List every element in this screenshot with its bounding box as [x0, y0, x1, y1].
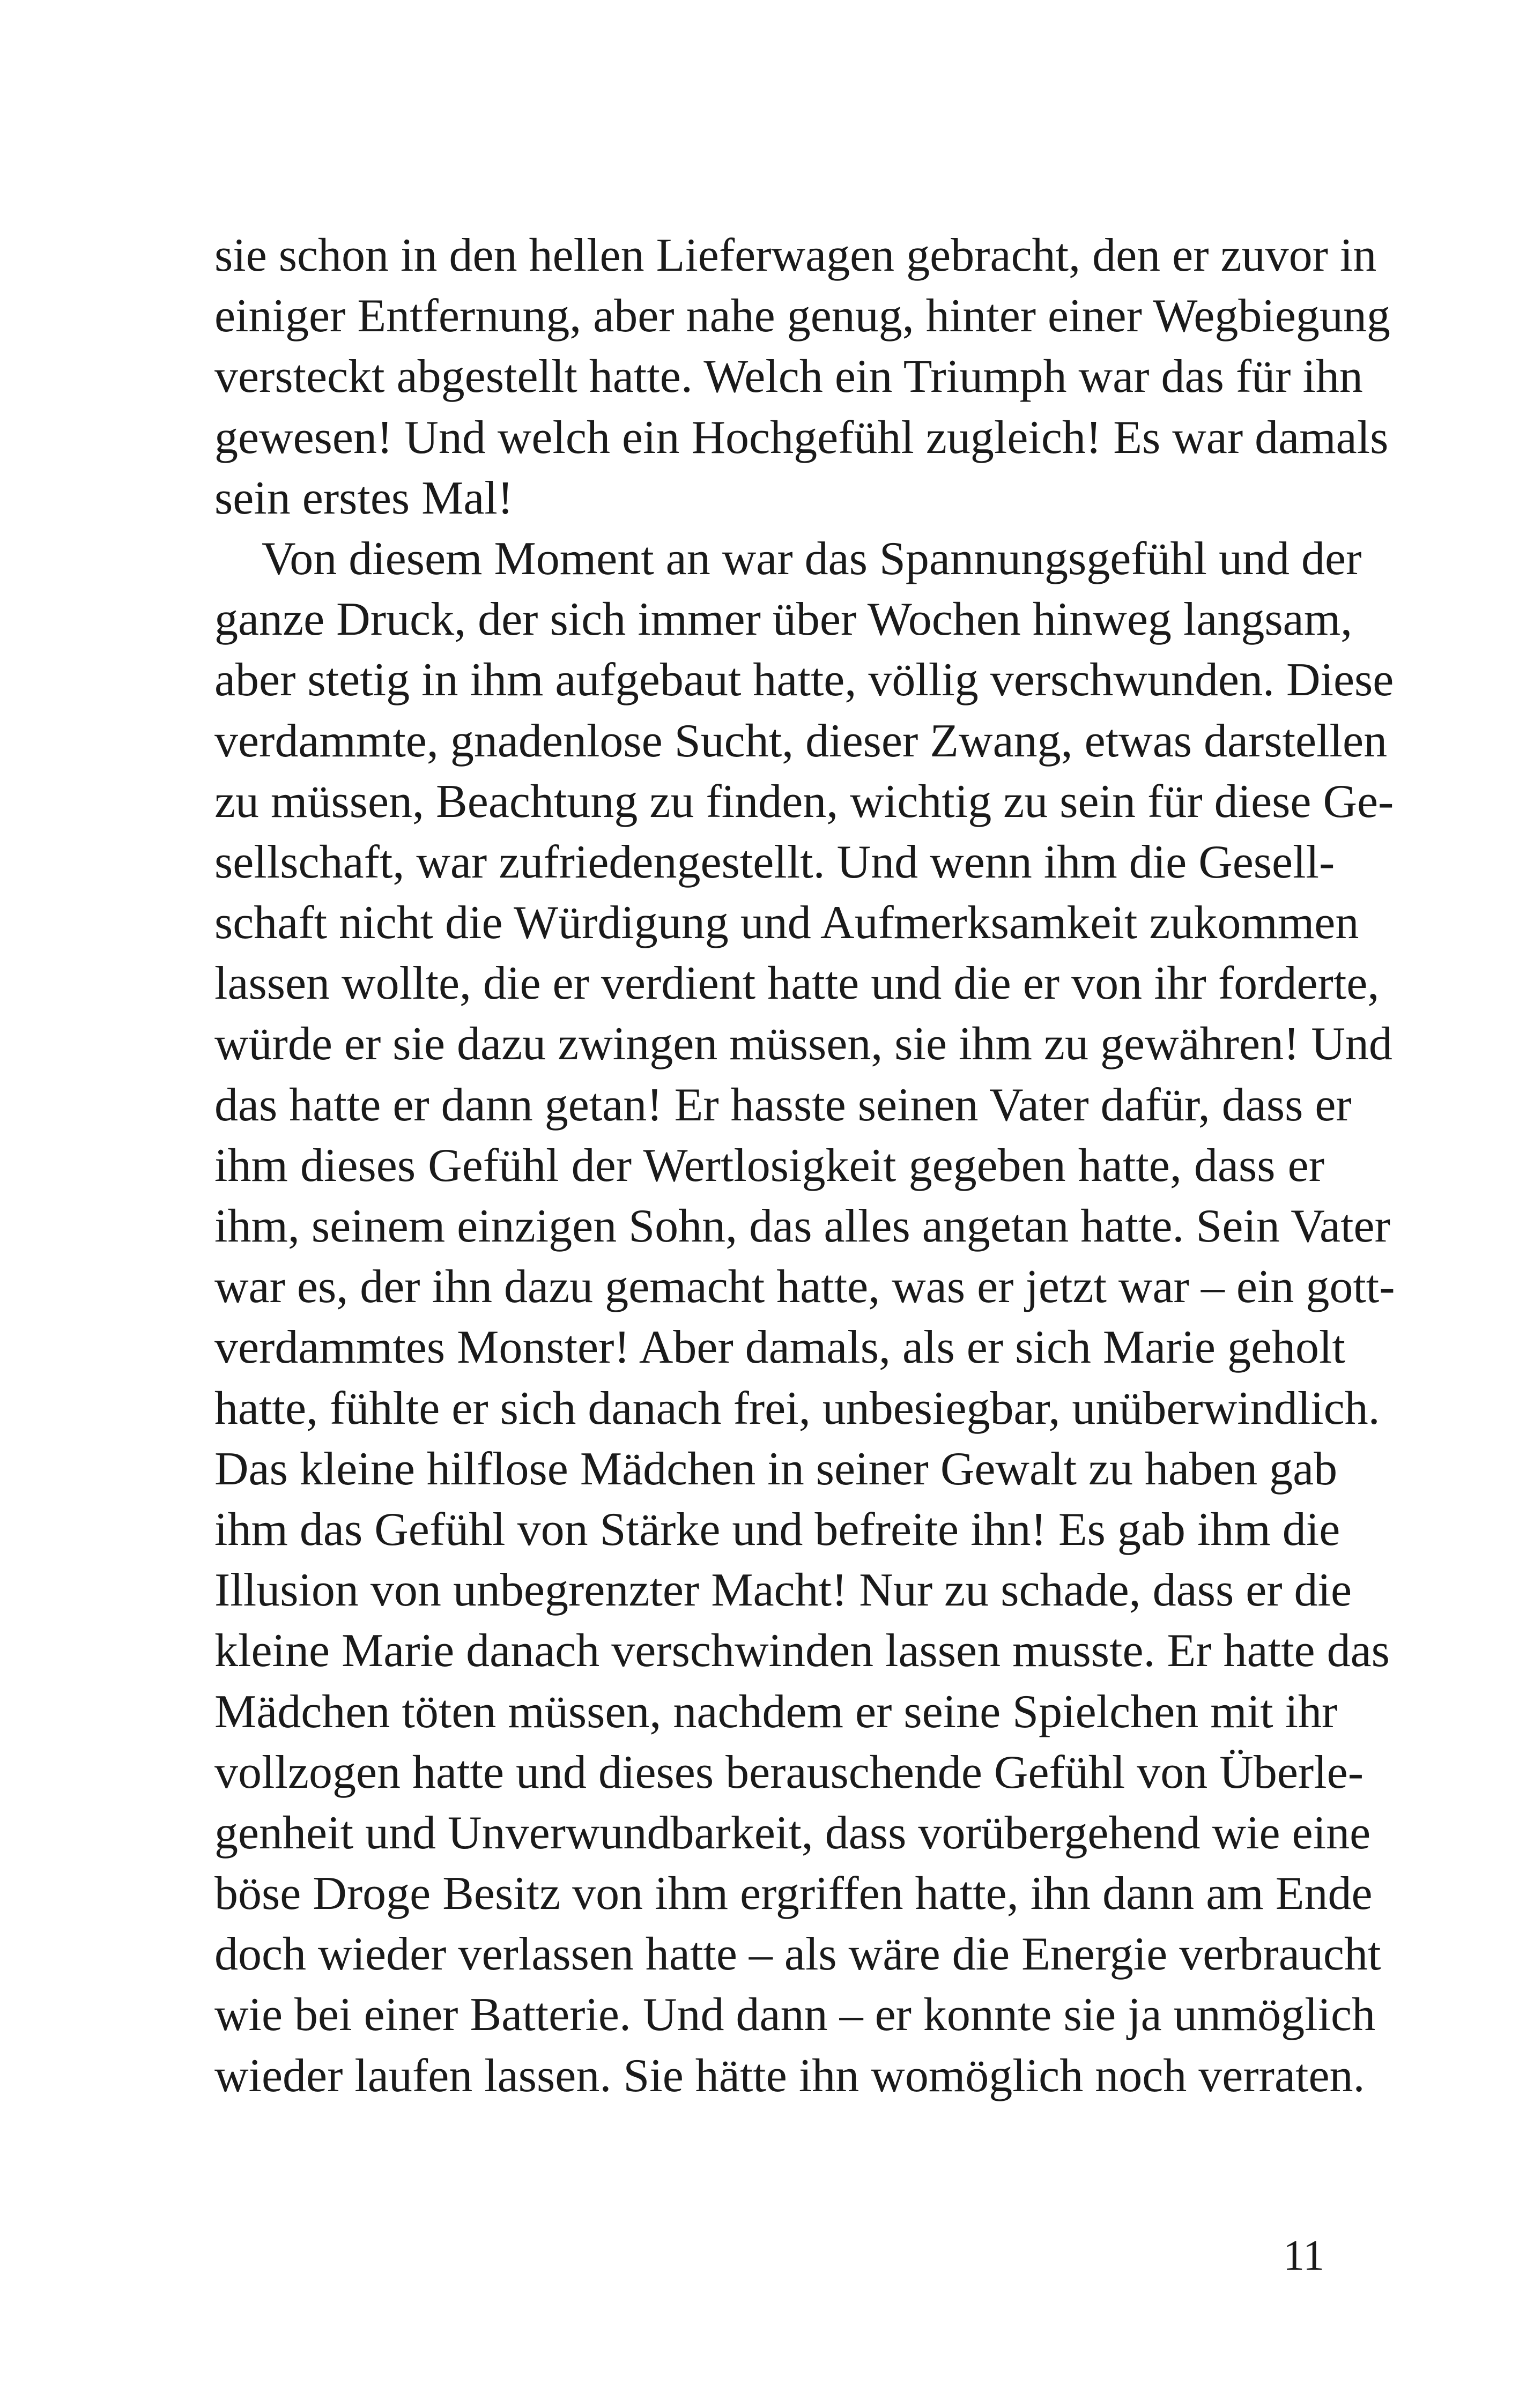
text-line: doch wieder verlassen hatte – als wäre die Energie verbraucht	[214, 1928, 1381, 1981]
text-line: ihm dieses Gefühl der Wertlosigkeit gegeben hatte, dass er	[214, 1139, 1324, 1192]
page-number: 11	[1283, 2232, 1324, 2279]
text-line: schaft nicht die Würdigung und Aufmerksamkeit zukommen	[214, 897, 1359, 949]
text-line: war es, der ihn dazu gemacht hatte, was er jetzt war – ein gott-	[214, 1261, 1395, 1313]
text-line: das hatte er dann getan! Er hasste seinen Vater dafür, dass er	[214, 1079, 1352, 1131]
text-line: wieder laufen lassen. Sie hätte ihn womöglich noch verraten.	[214, 2049, 1365, 2102]
text-line: würde er sie dazu zwingen müssen, sie ihm zu gewähren! Und	[214, 1018, 1392, 1071]
paragraph	[214, 225, 1390, 529]
text-line: sein erstes Mal!	[214, 472, 514, 524]
text-line: ganze Druck, der sich immer über Wochen hinweg langsam,	[214, 593, 1353, 646]
text-line: sellschaft, war zufriedengestellt. Und wenn ihm die Gesell-	[214, 836, 1335, 888]
text-line: kleine Marie danach verschwinden lassen musste. Er hatte das	[214, 1625, 1390, 1677]
text-line: ihm das Gefühl von Stärke und befreite ihn! Es gab ihm die	[214, 1503, 1340, 1556]
text-line: hatte, fühlte er sich danach frei, unbesiegbar, unüberwindlich.	[214, 1382, 1380, 1435]
text-line: Das kleine hilflose Mädchen in seiner Gewalt zu haben gab	[214, 1443, 1338, 1495]
text-line: böse Droge Besitz von ihm ergriffen hatte, ihn dann am Ende	[214, 1868, 1373, 1920]
text-line: lassen wollte, die er verdient hatte und die er von ihr forderte,	[214, 957, 1380, 1010]
text-line: wie bei einer Batterie. Und dann – er konnte sie ja unmöglich	[214, 1989, 1376, 2041]
text-line: ihm, seinem einzigen Sohn, das alles angetan hatte. Sein Vater	[214, 1200, 1390, 1252]
text-line: zu müssen, Beachtung zu finden, wichtig zu sein für diese Ge-	[214, 775, 1394, 828]
text-line: einiger Entfernung, aber nahe genug, hinter einer Wegbiegung	[214, 290, 1390, 343]
text-line: versteckt abgestellt hatte. Welch ein Triumph war das für ihn	[214, 351, 1363, 403]
text-line: vollzogen hatte und dieses berauschende Gefühl von Überle-	[214, 1746, 1364, 1798]
text-line: sie schon in den hellen Lieferwagen gebracht, den er zuvor in	[214, 229, 1377, 281]
body-text	[214, 225, 1395, 2106]
text-line: Mädchen töten müssen, nachdem er seine Spielchen mit ihr	[214, 1685, 1338, 1738]
text-line: verdammtes Monster! Aber damals, als er sich Marie geholt	[214, 1321, 1345, 1374]
text-line: gewesen! Und welch ein Hochgefühl zugleich! Es war damals	[214, 411, 1389, 464]
text-line: aber stetig in ihm aufgebaut hatte, völlig verschwunden. Diese	[214, 654, 1394, 707]
paragraph	[214, 529, 1395, 2106]
text-line: genheit und Unverwundbarkeit, dass vorübergehend wie eine	[214, 1807, 1371, 1859]
text-line: verdammte, gnadenlose Sucht, dieser Zwang, etwas darstellen	[214, 715, 1388, 767]
text-line: Von diesem Moment an war das Spannungsgefühl und der	[262, 532, 1362, 585]
text-line: Illusion von unbegrenzter Macht! Nur zu schade, dass er die	[214, 1564, 1352, 1617]
